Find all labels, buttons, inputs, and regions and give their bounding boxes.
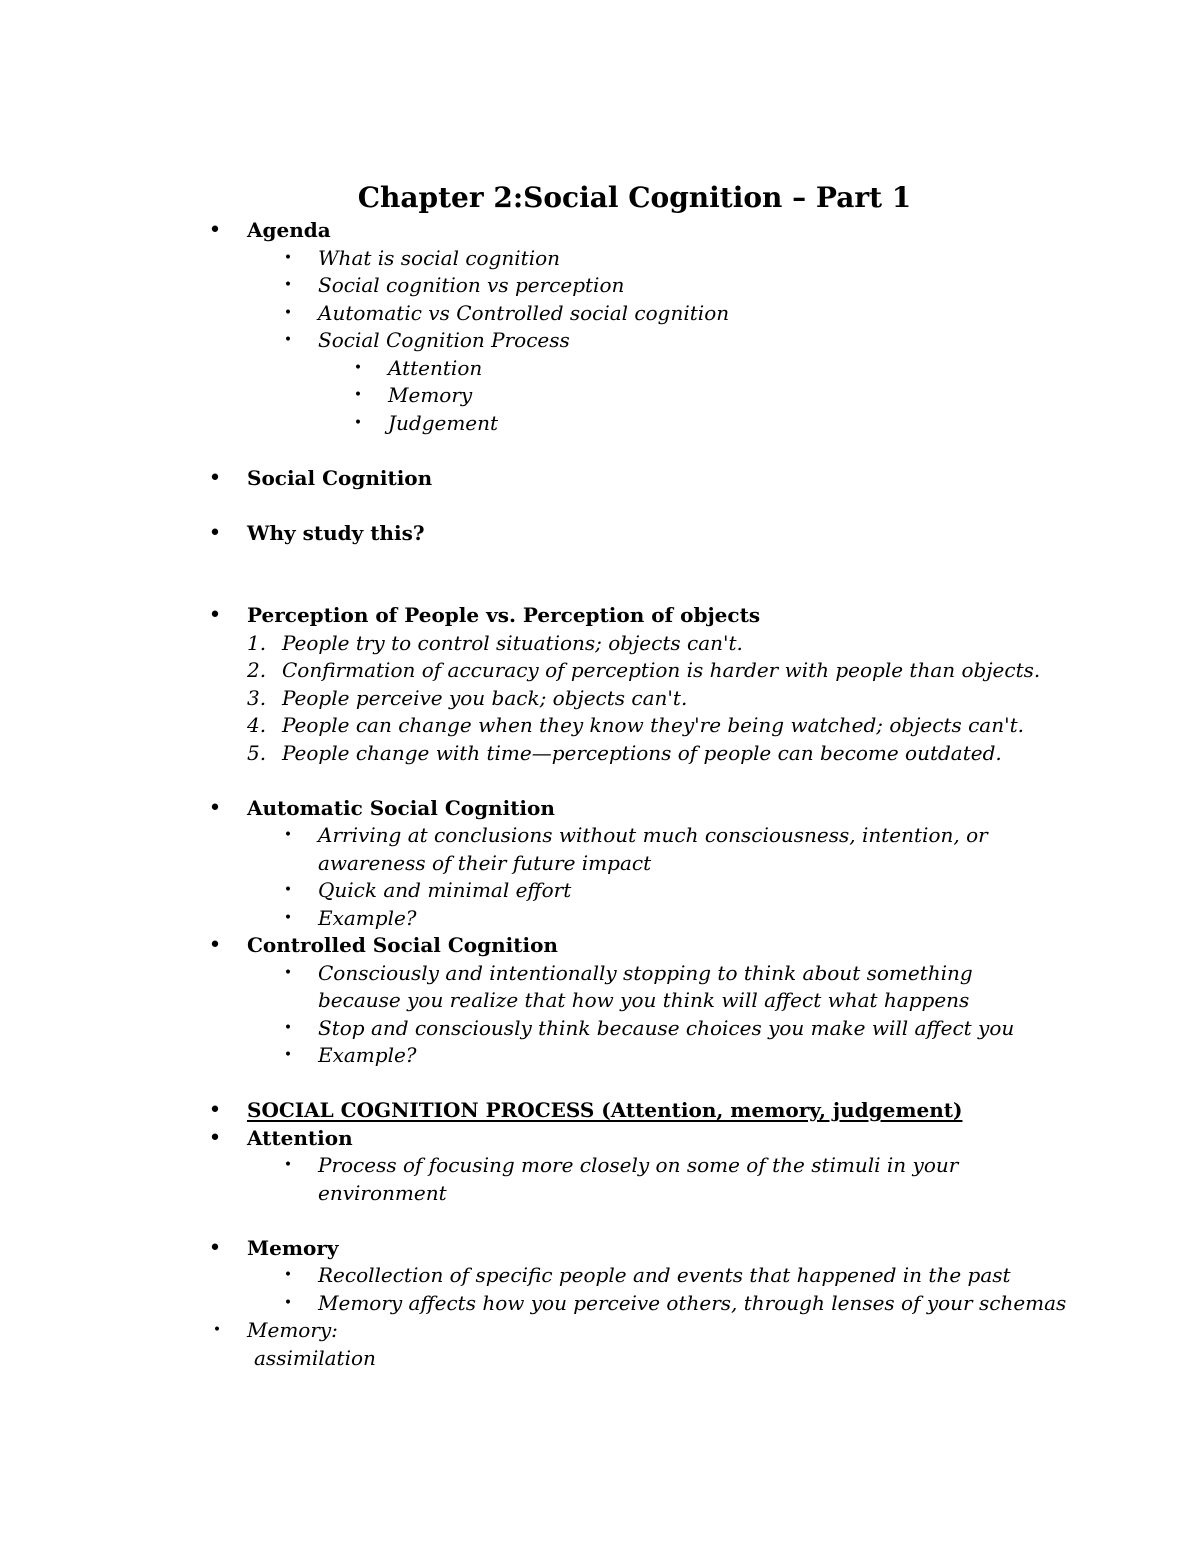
- bullet-controlled-1: •: [283, 965, 293, 981]
- memory-item-2: Memory affects how you perceive others, through lenses of your schemas: [318, 1291, 1067, 1315]
- perception-heading: Perception of People vs. Perception of objects: [247, 603, 761, 627]
- bullet-process-2: •: [353, 387, 363, 403]
- controlled-item-2: Stop and consciously think because choices you make will affect you: [318, 1016, 1015, 1040]
- agenda-heading: Agenda: [247, 218, 331, 242]
- attention-item-1-line-1: Process of focusing more closely on some of the stimuli in your: [318, 1153, 959, 1177]
- perception-item-1: People try to control situations; objects can't.: [282, 631, 743, 655]
- bullet-memory: •: [208, 1236, 222, 1261]
- bullet-agenda: •: [208, 218, 222, 243]
- social-cognition-heading: Social Cognition: [247, 466, 433, 490]
- bullet-automatic-1: •: [283, 827, 293, 843]
- perception-number-5: 5.: [247, 741, 267, 765]
- bullet-attention: •: [208, 1126, 222, 1151]
- bullet-automatic-2: •: [283, 882, 293, 898]
- controlled-item-1-line-2: because you realize that how you think will affect what happens: [318, 988, 970, 1012]
- memory-heading: Memory: [247, 1236, 339, 1260]
- perception-number-2: 2.: [247, 658, 267, 682]
- perception-item-3: People perceive you back; objects can't.: [282, 686, 688, 710]
- perception-number-4: 4.: [247, 713, 267, 737]
- bullet-agenda-1: •: [283, 250, 293, 266]
- automatic-item-2: Quick and minimal effort: [318, 878, 572, 902]
- perception-item-2: Confirmation of accuracy of perception is harder with people than objects.: [282, 658, 1041, 682]
- agenda-process-item-1: Attention: [388, 356, 483, 380]
- agenda-item-3: Automatic vs Controlled social cognition: [318, 301, 730, 325]
- agenda-item-4: Social Cognition Process: [318, 328, 570, 352]
- agenda-process-item-2: Memory: [388, 383, 473, 407]
- automatic-item-1-line-1: Arriving at conclusions without much consciousness, intention, or: [318, 823, 988, 847]
- automatic-item-3: Example?: [318, 906, 417, 930]
- bullet-why-study: •: [208, 521, 222, 546]
- perception-item-4: People can change when they know they're being watched; objects can't.: [282, 713, 1024, 737]
- controlled-item-1-line-1: Consciously and intentionally stopping to think about something: [318, 961, 973, 985]
- agenda-process-item-3: Judgement: [388, 411, 499, 435]
- memory-note-label: Memory:: [247, 1318, 338, 1342]
- agenda-item-1: What is social cognition: [318, 246, 561, 270]
- bullet-controlled: •: [208, 933, 222, 958]
- bullet-memory-2: •: [283, 1295, 293, 1311]
- bullet-agenda-3: •: [283, 305, 293, 321]
- bullet-agenda-2: •: [283, 277, 293, 293]
- attention-item-1-line-2: environment: [318, 1181, 447, 1205]
- automatic-heading: Automatic Social Cognition: [247, 796, 555, 820]
- bullet-automatic: •: [208, 796, 222, 821]
- attention-heading: Attention: [247, 1126, 353, 1150]
- perception-number-1: 1.: [247, 631, 267, 655]
- why-study-heading: Why study this?: [247, 521, 425, 545]
- perception-number-3: 3.: [247, 686, 267, 710]
- memory-note-value: assimilation: [254, 1346, 376, 1370]
- bullet-process-1: •: [353, 360, 363, 376]
- controlled-item-3: Example?: [318, 1043, 417, 1067]
- automatic-item-1-line-2: awareness of their future impact: [318, 851, 652, 875]
- agenda-item-2: Social cognition vs perception: [318, 273, 625, 297]
- bullet-automatic-3: •: [283, 910, 293, 926]
- bullet-memory-note: •: [212, 1322, 222, 1338]
- page-title: Chapter 2:Social Cognition – Part 1: [357, 181, 912, 214]
- bullet-process-3: •: [353, 415, 363, 431]
- bullet-process: •: [208, 1098, 222, 1123]
- bullet-controlled-2: •: [283, 1020, 293, 1036]
- process-heading: SOCIAL COGNITION PROCESS (Attention, memory, judgement): [247, 1098, 963, 1122]
- bullet-agenda-4: •: [283, 332, 293, 348]
- bullet-perception: •: [208, 603, 222, 628]
- controlled-heading: Controlled Social Cognition: [247, 933, 558, 957]
- bullet-attention-1: •: [283, 1157, 293, 1173]
- bullet-memory-1: •: [283, 1267, 293, 1283]
- perception-item-5: People change with time—perceptions of people can become outdated.: [282, 741, 1002, 765]
- bullet-social-cognition: •: [208, 466, 222, 491]
- memory-item-1: Recollection of specific people and events that happened in the past: [318, 1263, 1011, 1287]
- bullet-controlled-3: •: [283, 1047, 293, 1063]
